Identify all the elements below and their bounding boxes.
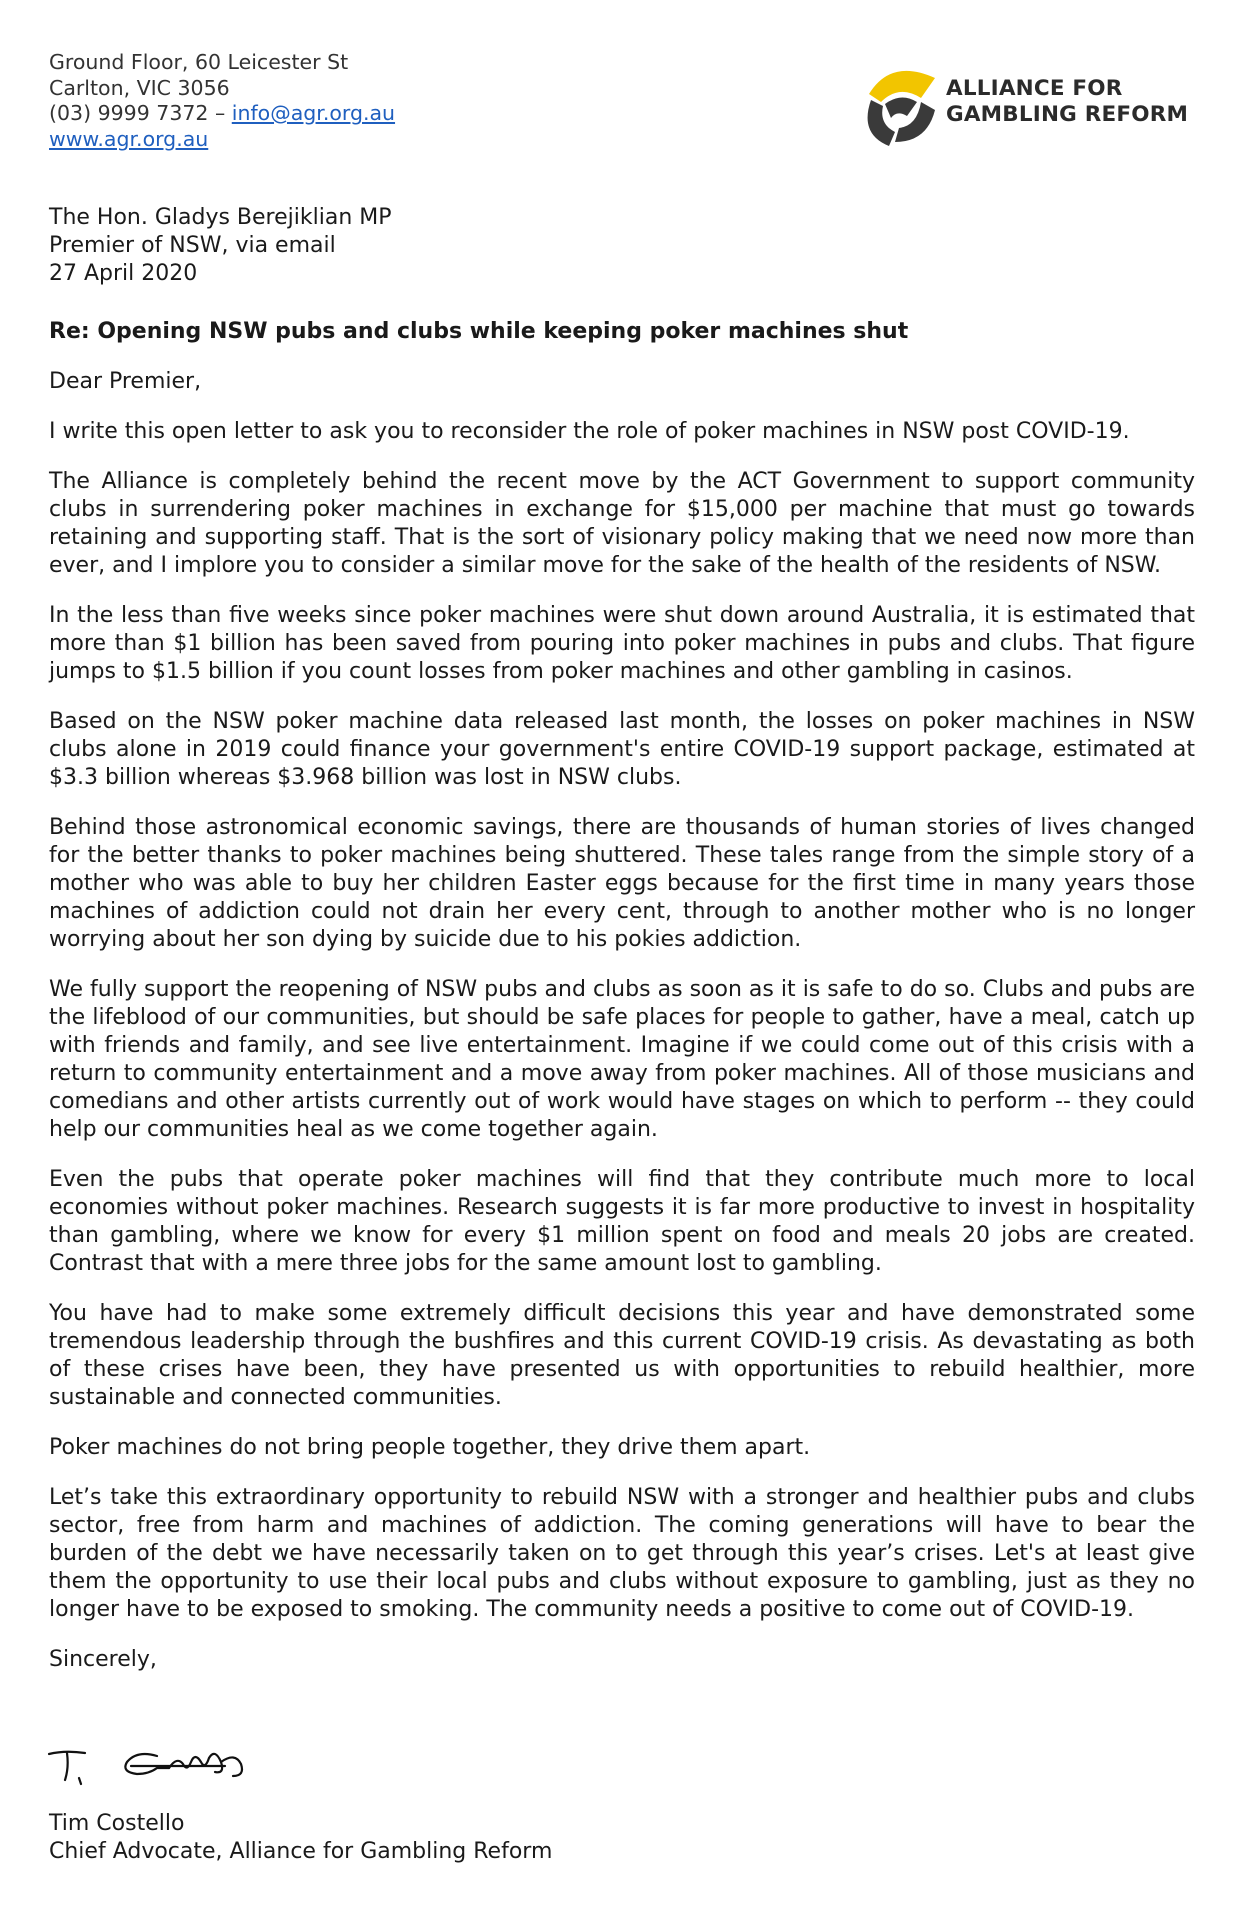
closing: Sincerely,: [49, 1647, 157, 1672]
letter-body: [49, 318, 1195, 1696]
paragraph: I write this open letter to ask you to reconsider the role of poker machines in NSW post COVID-19.: [49, 419, 1130, 444]
contact-separator: –: [208, 101, 232, 125]
subject-line: Re: Opening NSW pubs and clubs while keeping poker machines shut: [49, 319, 909, 344]
logo-wordmark: [946, 76, 1188, 128]
sender-address: [49, 50, 395, 152]
logo-line-2: GAMBLING REFORM: [946, 102, 1189, 127]
salutation: Dear Premier,: [49, 369, 202, 394]
email-link[interactable]: info@agr.org.au: [231, 101, 396, 125]
contact-line: [49, 101, 395, 127]
paragraph: Poker machines do not bring people together, they drive them apart.: [49, 1435, 811, 1460]
paragraph: Based on the NSW poker machine data released last month, the losses on poker machines in NSW clubs alone in 2019 could finance your government's entire COVID-19 support package, estimated at $3.3 billion whereas $3.968 billion was lost in NSW clubs.: [49, 709, 1195, 790]
paragraph: We fully support the reopening of NSW pubs and clubs as soon as it is safe to do so. Clubs and pubs are the lifeblood of our communities, but should be safe places for people to gather, have a meal, catch up with friends and family, and see live entertainment. Imagine if we could come out of this crisis with a return to community entertainment and a move away from poker machines. All of those musicians and comedians and other artists currently out of work would have stages on which to perform -- they could help our communities heal as we come together again.: [49, 977, 1195, 1142]
logo-mark-icon: [855, 64, 945, 148]
address-line-2: Carlton, VIC 3056: [49, 75, 230, 100]
phone-number: (03) 9999 7372: [49, 101, 209, 125]
letter-date: 27 April 2020: [49, 261, 198, 286]
paragraph: Behind those astronomical economic savings, there are thousands of human stories of lives changed for the better thanks to poker machines being shuttered. These tales range from the simple story of a mother who was able to buy her children Easter eggs because for the first time in many years those machines of addiction could not drain her every cent, through to another mother who is no longer worrying about her son dying by suicide due to his pokies addiction.: [49, 815, 1195, 952]
paragraph: The Alliance is completely behind the recent move by the ACT Government to support community clubs in surrendering poker machines in exchange for $15,000 per machine that must go towards retaining and supporting staff. That is the sort of visionary policy making that we need now more than ever, and I implore you to consider a similar move for the sake of the health of the residents of NSW.: [49, 469, 1195, 578]
agr-logo: [855, 64, 1195, 148]
recipient-block: [49, 204, 392, 288]
website-link[interactable]: www.agr.org.au: [49, 126, 209, 151]
recipient-title: Premier of NSW, via email: [49, 233, 336, 258]
paragraph: In the less than five weeks since poker machines were shut down around Australia, it is estimated that more than $1 billion has been saved from pouring into poker machines in pubs and clubs. That figure jumps to $1.5 billion if you count losses from poker machines and other gambling in casinos.: [49, 603, 1195, 684]
signer-block: [49, 1810, 552, 1866]
logo-line-1: ALLIANCE FOR: [946, 76, 1123, 101]
address-line-1: Ground Floor, 60 Leicester St: [49, 50, 349, 74]
signer-title: Chief Advocate, Alliance for Gambling Reform: [49, 1839, 553, 1864]
paragraph: Even the pubs that operate poker machines will find that they contribute much more to local economies without poker machines. Research suggests it is far more productive to invest in hospitality than gambling, where we know for every $1 million spent on food and meals 20 jobs are created. Contrast that with a mere three jobs for the same amount lost to gambling.: [49, 1167, 1195, 1276]
paragraph: You have had to make some extremely difficult decisions this year and have demonstrated some tremendous leadership through the bushfires and this current COVID-19 crisis. As devastating as both of these crises have been, they have presented us with opportunities to rebuild healthier, more sustainable and connected communities.: [49, 1301, 1195, 1410]
recipient-name: The Hon. Gladys Berejiklian MP: [49, 205, 392, 230]
handwritten-signature: [45, 1740, 285, 1800]
signer-name: Tim Costello: [49, 1811, 185, 1836]
paragraph: Let’s take this extraordinary opportunity to rebuild NSW with a stronger and healthier pubs and clubs sector, free from harm and machines of addiction. The coming generations will have to bear the burden of the debt we have necessarily taken on to get through this year’s crises. Let's at least give them the opportunity to use their local pubs and clubs without exposure to gambling, just as they no longer have to be exposed to smoking. The community needs a positive to come out of COVID-19.: [49, 1485, 1195, 1622]
